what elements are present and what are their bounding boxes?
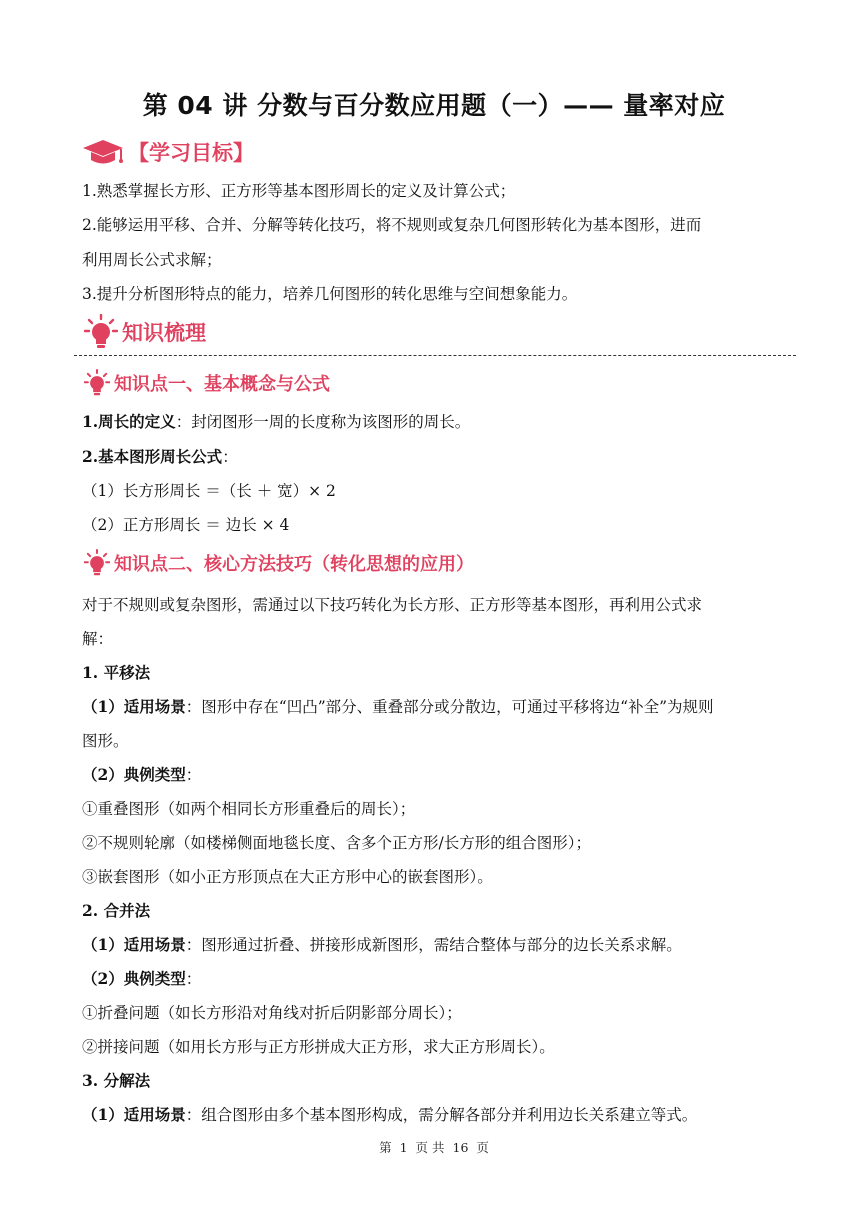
square-formula: （2）正方形周长 ＝ 边长 × 4 [82, 516, 290, 534]
objective-item: 利用周长公式求解； [82, 251, 222, 269]
point2-heading [84, 549, 474, 577]
footer-suffix: 页 [476, 1140, 489, 1155]
scene-text: ：图形通过折叠、拼接形成新图形，需结合整体与部分的边长关系求解。 [185, 936, 682, 954]
definition-text: ：封闭图形一周的长度称为该图形的周长。 [175, 413, 471, 431]
scene-text: ：组合图形由多个基本图形构成，需分解各部分并利用边长关系建立等式。 [185, 1106, 698, 1124]
list-item: ②拼接问题（如用长方形与正方形拼成大正方形，求大正方形周长）。 [82, 1038, 555, 1056]
list-item: ②不规则轮廓（如楼梯侧面地毯长度、含多个正方形/长方形的组合图形）； [82, 834, 591, 852]
list-item: ①折叠问题（如长方形沿对角线对折后阴影部分周长）； [82, 1004, 462, 1022]
method2-scene [82, 934, 682, 956]
page-footer [0, 1138, 868, 1156]
definition-label: 1.周长的定义 [82, 412, 176, 431]
formula-heading [82, 446, 238, 468]
method1-scene [82, 696, 714, 718]
type-colon: ： [185, 970, 202, 988]
method1-scene-cont: 图形。 [82, 732, 129, 750]
method2-types [82, 968, 201, 990]
perimeter-definition [82, 411, 470, 433]
point2-heading-text: 知识点二、核心方法技巧（转化思想的应用） [114, 554, 474, 575]
knowledge-heading-text: 知识梳理 [122, 321, 206, 345]
objective-item: 2.能够运用平移、合并、分解等转化技巧，将不规则或复杂几何图形转化为基本图形，进而 [82, 216, 702, 234]
list-item: ③嵌套图形（如小正方形顶点在大正方形中心的嵌套图形）。 [82, 868, 493, 886]
scene-label: （1）适用场景 [82, 935, 186, 954]
type-colon: ： [185, 766, 202, 784]
method3-scene [82, 1104, 697, 1126]
list-item: ①重叠图形（如两个相同长方形重叠后的周长）； [82, 800, 416, 818]
scene-text: ：图形中存在“凹凸”部分、重叠部分或分散边，可通过平移将边“补全”为规则 [185, 698, 714, 716]
method3-title: 3. 分解法 [82, 1071, 151, 1090]
formula-label: 2.基本图形周长公式 [82, 447, 223, 466]
rectangle-formula: （1）长方形周长 ＝（长 ＋ 宽）× 2 [82, 482, 336, 500]
objectives-heading [82, 137, 254, 167]
lightbulb-icon [84, 369, 110, 397]
scene-label: （1）适用场景 [82, 1105, 186, 1124]
footer-mid: 页 共 [415, 1140, 445, 1155]
page-title: 第 04 讲 分数与百分数应用题（一）—— 量率对应 [142, 91, 726, 120]
method1-types [82, 764, 201, 786]
objectives-heading-text: 【学习目标】 [128, 141, 254, 165]
point1-heading [84, 369, 330, 397]
method2-title: 2. 合并法 [82, 901, 151, 920]
footer-page-number: 1 [399, 1140, 408, 1155]
method-intro-cont: 解： [82, 630, 114, 648]
knowledge-heading [84, 314, 206, 350]
point1-heading-text: 知识点一、基本概念与公式 [114, 374, 330, 395]
formula-colon: ： [222, 448, 238, 466]
method1-title: 1. 平移法 [82, 663, 151, 682]
type-label: （2）典例类型 [82, 765, 186, 784]
footer-prefix: 第 [379, 1140, 392, 1155]
scene-label: （1）适用场景 [82, 697, 186, 716]
objective-item: 3.提升分析图形特点的能力，培养几何图形的转化思维与空间想象能力。 [82, 285, 578, 303]
method-intro: 对于不规则或复杂图形，需通过以下技巧转化为长方形、正方形等基本图形，再利用公式求 [82, 596, 703, 614]
footer-total-pages: 16 [452, 1140, 469, 1155]
graduation-cap-icon [82, 138, 124, 166]
objective-item: 1.熟悉掌握长方形、正方形等基本图形周长的定义及计算公式； [82, 182, 516, 200]
type-label: （2）典例类型 [82, 969, 186, 988]
section-divider [74, 355, 796, 356]
lightbulb-icon [84, 549, 110, 577]
lightbulb-icon [84, 314, 118, 350]
